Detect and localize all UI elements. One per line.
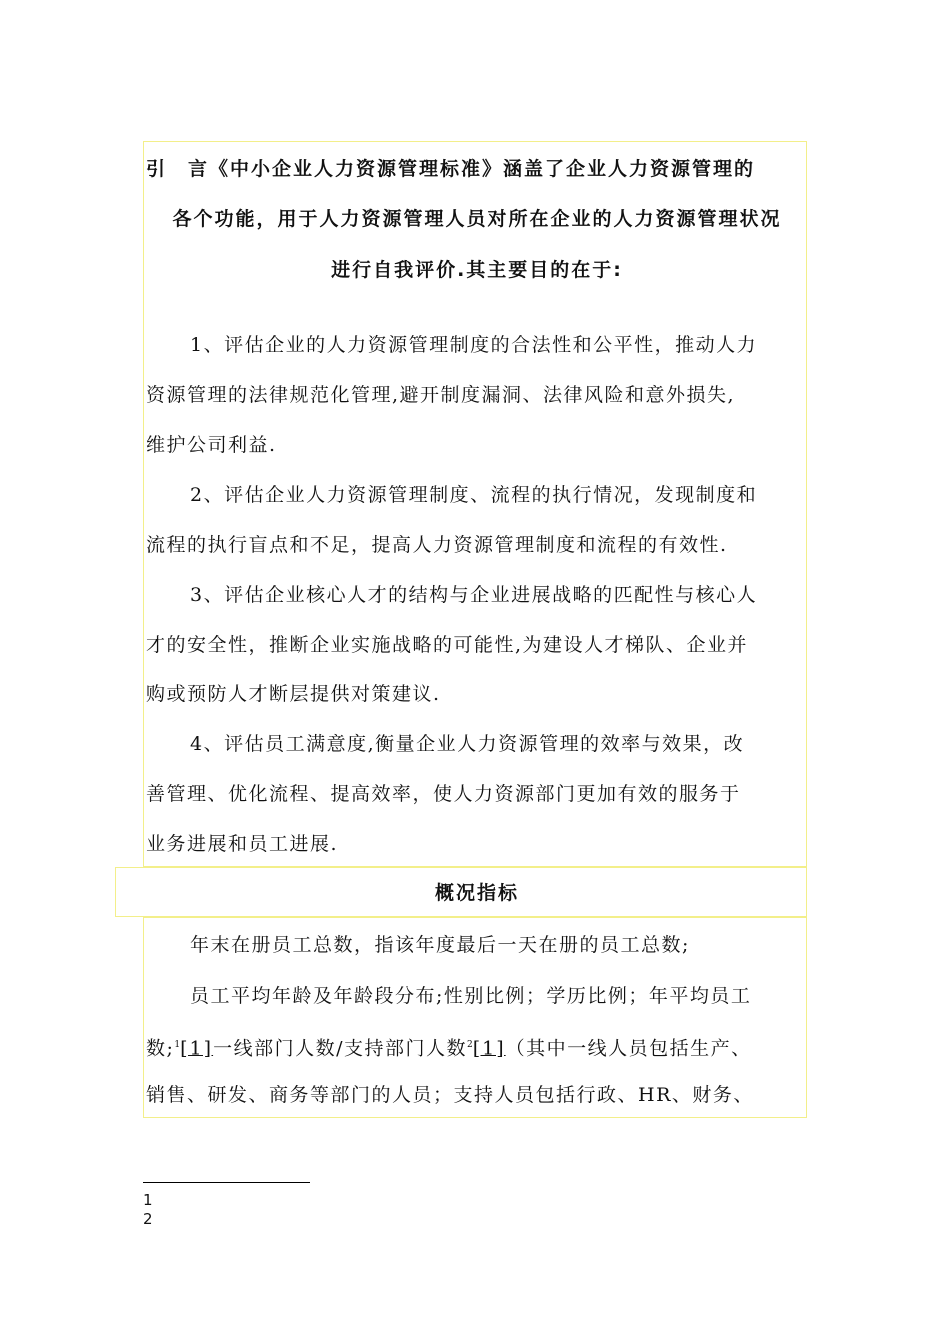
purpose-3-line-1: 3、评估企业核心人才的结构与企业进展战略的匹配性与核心人 xyxy=(190,584,758,606)
overview-line-3 xyxy=(146,1032,808,1061)
intro-line-2: 各个功能，用于人力资源管理人员对所在企业的人力资源管理状况 xyxy=(172,208,782,230)
footnote-2: 2 xyxy=(143,1210,153,1228)
purpose-1-line-3: 维护公司利益. xyxy=(146,434,277,456)
section-heading: 概况指标 xyxy=(434,882,519,904)
overview-line-3-c: （其中一线人员包括生产、 xyxy=(505,1037,752,1060)
overview-line-3-a: 数; xyxy=(146,1037,175,1060)
overview-line-4: 销售、研发、商务等部门的人员；支持人员包括行政、HR、财务、 xyxy=(146,1084,754,1106)
purpose-4-line-3: 业务进展和员工进展. xyxy=(146,833,339,855)
citation-link-1[interactable]: [1] xyxy=(180,1037,214,1060)
purpose-3-line-2: 才的安全性，推断企业实施战略的可能性,为建设人才梯队、企业并 xyxy=(146,634,749,656)
footnote-1: 1 xyxy=(143,1191,153,1209)
footnote-separator xyxy=(143,1182,310,1183)
footnote-ref-2[interactable]: 2 xyxy=(466,1040,473,1050)
intro-line-1: 引 言《中小企业人力资源管理标准》涵盖了企业人力资源管理的 xyxy=(146,158,756,180)
overview-line-1: 年末在册员工总数，指该年度最后一天在册的员工总数; xyxy=(190,934,690,956)
purpose-2-line-2: 流程的执行盲点和不足，提高人力资源管理制度和流程的有效性. xyxy=(146,534,728,556)
purpose-3-line-3: 购或预防人才断层提供对策建议. xyxy=(146,683,441,705)
footnote-ref-1[interactable]: 1 xyxy=(174,1040,181,1050)
overview-line-2: 员工平均年龄及年龄段分布;性别比例；学历比例；年平均员工 xyxy=(190,985,752,1007)
purpose-2-line-1: 2、评估企业人力资源管理制度、流程的执行情况，发现制度和 xyxy=(190,484,758,506)
overview-line-3-b: 一线部门人数/支持部门人数 xyxy=(213,1037,467,1060)
purpose-4-line-1: 4、评估员工满意度,衡量企业人力资源管理的效率与效果，改 xyxy=(190,733,745,755)
purpose-4-line-2: 善管理、优化流程、提高效率，使人力资源部门更加有效的服务于 xyxy=(146,783,741,805)
purpose-1-line-2: 资源管理的法律规范化管理,避开制度漏洞、法律风险和意外损失, xyxy=(146,384,736,406)
purpose-1-line-1: 1、评估企业的人力资源管理制度的合法性和公平性，推动人力 xyxy=(190,334,758,356)
citation-link-2[interactable]: [1] xyxy=(472,1037,506,1060)
intro-line-3: 进行自我评价.其主要目的在于: xyxy=(331,259,623,281)
